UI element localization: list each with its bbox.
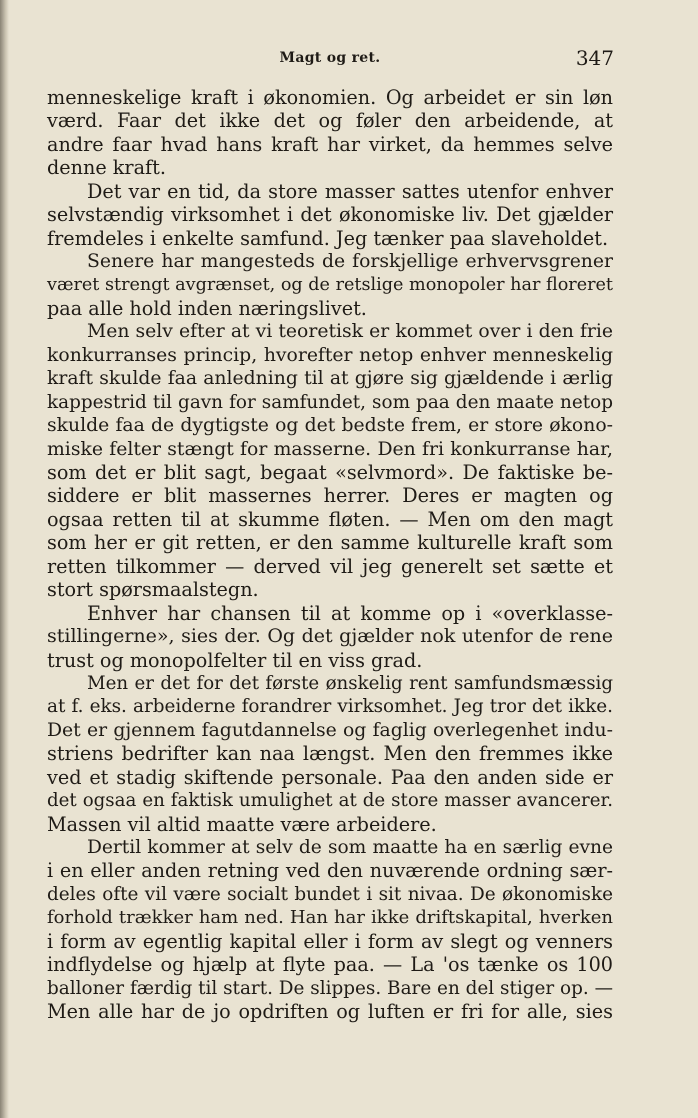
text-line: som det er blit sagt, begaat «selvmord». De faktiske be- <box>47 461 613 484</box>
text-line: andre faar hvad hans kraft har virket, da hemmes selve <box>47 132 613 156</box>
text-line: ved et stadig skiftende personale. Paa den anden side er <box>47 765 613 789</box>
text-line: Senere har mangesteds de forskjellige erhvervsgrener <box>87 251 613 273</box>
body-text <box>47 86 613 1024</box>
text-line: retten tilkommer — derved vil jeg generelt set sætte et <box>47 554 613 578</box>
text-line: deles ofte vil være socialt bundet i sit nivaa. De økonomiske <box>47 883 613 905</box>
text-line: at f. eks. arbeiderne forandrer virksomhet. Jeg tror det ikke. <box>47 696 613 718</box>
text-line: Dertil kommer at selv de som maatte ha en særlig evne <box>87 837 613 858</box>
text-line: kappestrid til gavn for samfundet, som paa den maate netop <box>47 391 613 413</box>
text-line: indflydelse og hjælp at flyte paa. — La 'os tænke os 100 <box>47 953 613 977</box>
text-line: miske felter stængt for masserne. Den fri konkurranse har, <box>47 438 613 460</box>
text-line: ogsaa retten til at skumme fløten. — Men om den magt <box>47 507 613 531</box>
text-line: forhold trækker ham ned. Han har ikke driftskapital, hverken <box>47 907 613 929</box>
text-line: været strengt avgrænset, og de retslige monopoler har floreret <box>47 274 613 295</box>
text-line: Enhver har chansen til at komme op i «overklasse- <box>87 601 613 625</box>
text-line: skulde faa de dygtigste og det bedste frem, er store økono- <box>47 415 613 437</box>
text-line: fremdeles i enkelte samfund. Jeg tænker paa slaveholdet. <box>47 226 609 250</box>
text-line: siddere er blit massernes herrer. Deres er magten og <box>47 484 613 508</box>
text-line: denne kraft. <box>47 156 166 180</box>
text-line: balloner færdig til start. De slippes. Bare en del stiger op. — <box>47 977 613 999</box>
text-line: Men er det for det første ønskelig rent samfundsmæssig <box>87 672 613 694</box>
text-line: stort spørsmaalstegn. <box>47 578 259 602</box>
text-line: selvstændig virksomhet i det økonomiske liv. Det gjælder <box>47 203 613 227</box>
page-number: 347 <box>575 46 614 70</box>
text-line: Massen vil altid maatte være arbeidere. <box>47 812 437 836</box>
text-line: menneskelige kraft i økonomien. Og arbeidet er sin løn <box>47 86 613 109</box>
text-line: Det var en tid, da store masser sattes utenfor enhver <box>87 179 613 203</box>
text-line: Det er gjennem fagutdannelse og faglig overlegenhet indu- <box>47 719 613 741</box>
running-title: Magt og ret. <box>279 50 381 66</box>
text-line: det ogsaa en faktisk umulighet at de store masser avancerer. <box>47 790 613 812</box>
text-line: stillingerne», sies der. Og det gjælder nok utenfor de rene <box>47 625 613 648</box>
text-line: Men selv efter at vi teoretisk er kommet over i den frie <box>87 321 613 343</box>
text-line: striens bedrifter kan naa længst. Men den fremmes ikke <box>47 742 613 766</box>
text-line: konkurranses princip, hvorefter netop enhver menneskelig <box>47 344 613 366</box>
page-header <box>46 46 614 72</box>
text-line: paa alle hold inden næringslivet. <box>47 296 367 320</box>
text-line: trust og monopolfelter til en viss grad. <box>47 648 423 672</box>
text-line: kraft skulde faa anledning til at gjøre sig gjældende i ærlig <box>47 368 613 390</box>
text-line: i en eller anden retning ved den nuværende ordning sær- <box>47 859 613 883</box>
text-line: i form av egentlig kapital eller i form av slegt og venners <box>47 929 613 953</box>
text-line: værd. Faar det ikke det og føler den arbeidende, at <box>47 109 613 133</box>
text-line: Men alle har de jo opdriften og luften er fri for alle, sies <box>47 1000 613 1024</box>
text-line: som her er git retten, er den samme kulturelle kraft som <box>47 531 613 555</box>
